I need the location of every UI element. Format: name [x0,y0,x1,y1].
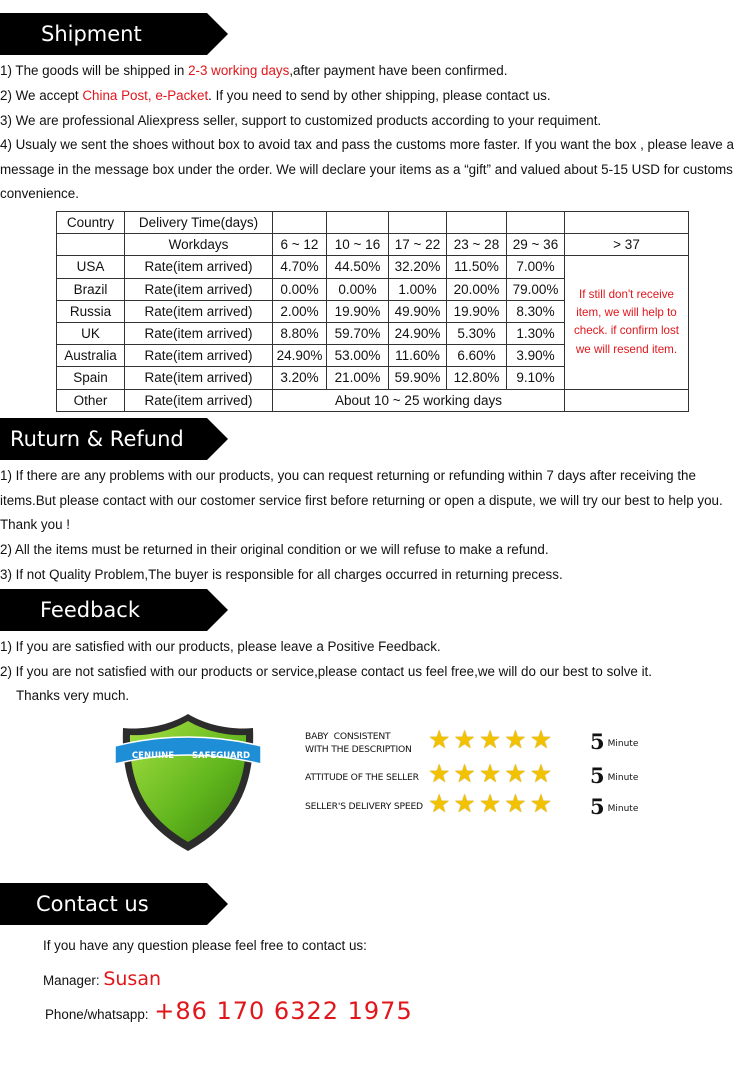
manager-name: Susan [103,968,161,990]
contact-banner [0,883,207,925]
rating-score: 5 Minute [590,794,639,819]
star-icon: ★ [504,790,527,818]
contact-title: Contact us [36,892,149,916]
star-icon: ★ [428,790,451,818]
table-row: USA Rate(item arrived) 4.70% 44.50% 32.20% 11.50% 7.00% If still don't receive item, we will help to check. if confirm lost we will resend item. [57,256,689,278]
table-note: If still don't receive item, we will help to check. if confirm lost we will resend item. [565,256,689,389]
feedback-banner [0,589,207,631]
contact-intro: If you have any question please feel free to contact us: [43,938,367,953]
delivery-table [56,211,689,412]
star-icon: ★ [529,726,553,754]
rating-label: ATTITUDE OF THE SELLER [305,772,419,783]
star-icon: ★ [453,760,476,788]
table-header-row [57,212,689,234]
phone-label: Phone/whatsapp: [45,1007,149,1022]
table-row: Russia Rate(item arrived) 2.00% 19.90% 49.90% 19.90% 8.30% [57,300,689,322]
shipping-days: 2-3 working days [188,63,290,78]
table-row: UK Rate(item arrived) 8.80% 59.70% 24.90% 5.30% 1.30% [57,322,689,344]
shipment-line-2: 2) We accept China Post, e-Packet. If you need to send by other shipping, please contact us. [0,88,551,103]
phone-number: +86 170 6322 1975 [154,997,413,1025]
feedback-line-3: Thanks very much. [16,688,130,703]
header-country: Country [57,212,125,234]
rating-stars [428,761,552,787]
other-text: About 10 ~ 25 working days [273,389,565,411]
range-cell: 29 ~ 36 [507,234,565,256]
star-icon: ★ [529,760,553,788]
phone-line [45,997,413,1025]
star-icon: ★ [478,790,502,818]
table-row: Other Rate(item arrived) About 10 ~ 25 working days [57,389,689,411]
shield-label-left: CENUINE [131,751,175,761]
shipment-line-3: 3) We are professional Aliexpress seller, support to customized products according to your requiment. [0,113,602,128]
range-cell: > 37 [565,234,689,256]
shield-label-right: SAFEGUARD [191,751,251,761]
shipment-banner [0,13,207,55]
table-row: Spain Rate(item arrived) 3.20% 21.00% 59.90% 12.80% 9.10% [57,367,689,389]
star-icon: ★ [529,790,553,818]
shipping-carriers: China Post, e-Packet [82,88,209,103]
rating-score: 5 Minute [590,729,639,754]
star-icon: ★ [478,726,502,754]
shipment-line-4: 4) Usualy we sent the shoes without box to avoid tax and pass the customs more faster. If you want the box , please leave a message in the message box under the order. We will declare your items as a “gift” and valued about 5-15 USD for customs convenience. [0,137,734,201]
table-row: Australia Rate(item arrived) 24.90% 53.00% 11.60% 6.60% 3.90% [57,345,689,367]
range-cell: 10 ~ 16 [327,234,389,256]
feedback-line-2: 2) If you are not satisfied with our products or service,please contact us feel free,we will do our best to solve it. [0,664,652,679]
table-range-row [57,234,689,256]
refund-line-2: 2) All the items must be returned in their original condition or we will refuse to make a refund. [0,542,549,557]
refund-line-1: 1) If there are any problems with our products, you can request returning or refunding within 7 days after receiving the items.But please contact with our costomer service first before returning or open a dispute, we will try our best to help you. Thank you ! [0,468,723,532]
range-cell: 23 ~ 28 [447,234,507,256]
star-icon: ★ [504,726,527,754]
rating-score: 5 Minute [590,763,639,788]
star-icon: ★ [428,726,451,754]
refund-title: Ruturn & Refund [10,427,184,451]
star-icon: ★ [428,760,451,788]
shipment-title: Shipment [41,22,142,46]
star-icon: ★ [453,726,476,754]
star-icon: ★ [504,760,527,788]
star-icon: ★ [478,760,502,788]
shipment-line-1: 1) The goods will be shipped in 2-3 working days,after payment have been confirmed. [0,63,508,78]
refund-banner [0,418,207,460]
rating-stars [428,791,552,817]
table-row: Brazil Rate(item arrived) 0.00% 0.00% 1.00% 20.00% 79.00% [57,278,689,300]
rating-label: SELLER'S DELIVERY SPEED [305,801,423,812]
safeguard-shield-icon [113,710,263,855]
feedback-title: Feedback [40,598,141,622]
rating-stars [428,727,552,753]
header-workdays: Workdays [125,234,273,256]
refund-line-3: 3) If not Quality Problem,The buyer is responsible for all charges occurred in returning precess. [0,567,563,582]
manager-label: Manager: [43,973,100,988]
header-delivery: Delivery Time(days) [125,212,273,234]
feedback-line-1: 1) If you are satisfied with our products, please leave a Positive Feedback. [0,639,441,654]
range-cell: 17 ~ 22 [389,234,447,256]
manager-line [43,968,161,990]
star-icon: ★ [453,790,476,818]
range-cell: 6 ~ 12 [273,234,327,256]
rating-label: BABY CONSISTENT WITH THE DESCRIPTION [305,731,412,755]
